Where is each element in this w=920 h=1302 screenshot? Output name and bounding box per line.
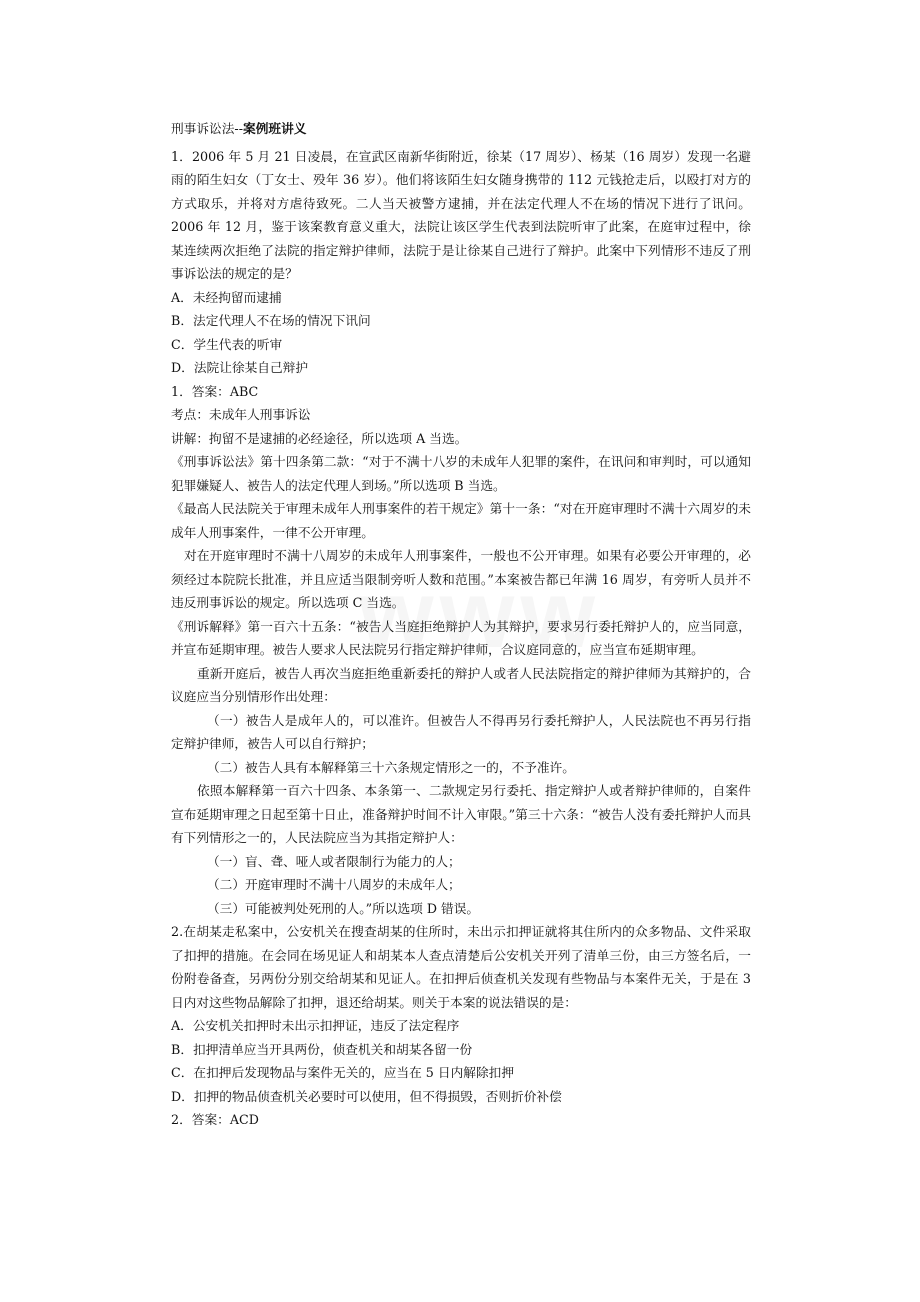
paragraph: 《刑诉解释》第一百六十五条：“被告人当庭拒绝辩护人为其辩护，要求另行委托辩护人的，应当同意，并宣布延期审理。被告人要求人民法院另行指定辩护律师，合议庭同意的，应当宣布延期审理。: [171, 618, 751, 657]
paragraph: C．在扣押后发现物品与案件无关的，应当在 5 日内解除扣押: [171, 1065, 515, 1080]
paragraph: 《刑事诉讼法》第十四条第二款：“对于不满十八岁的未成年人犯罪的案件，在讯问和审判时，可以通知犯罪嫌疑人、被告人的法定代理人到场。”所以选项 B 当选。: [171, 454, 751, 493]
paragraph: 讲解：拘留不是逮捕的必经途径，所以选项 A 当选。: [171, 430, 468, 446]
document-title: [171, 117, 751, 141]
paragraph: 依照本解释第一百六十四条、本条第一、二款规定另行委托、指定辩护人或者辩护律师的，自案件宣布延期审理之日起至第十日止，准备辩护时间不计入审限。”第三十六条：“被告人没有委托辩护人而具有下列情形之一的，人民法院应当为其指定辩护人：: [171, 783, 751, 845]
paragraph: 1．2006 年 5 月 21 日凌晨，在宣武区南新华街附近，徐某（17 周岁）、杨某（16 周岁）发现一名避雨的陌生妇女（丁女士、殁年 36 岁）。他们将该陌生妇女随身携带的 112 元钱抢走后，以殴打对方的方式取乐，并将对方虐待致死。二人当天被警方逮捕，并在法定代理人不在场的情况下进行了讯问。2006 年 12 月，鉴于该案教育意义重大，法院让该区学生代表到法院听审了此案，在庭审过程中，徐某连续两次拒绝了法院的指定辩护律师，法院于是让徐某自己进行了辩护。此案中下列情形不违反了刑事诉讼法的规定的是？: [171, 148, 751, 281]
paragraph: 考点：未成年人刑事诉讼: [171, 407, 311, 422]
paragraph: A．公安机关扣押时未出示扣押证，违反了法定程序: [171, 1018, 460, 1033]
paragraph: B．扣押清单应当开具两份，侦查机关和胡某各留一份: [171, 1041, 473, 1057]
document-body: [171, 117, 751, 1132]
paragraph: 2.在胡某走私案中，公安机关在搜查胡某的住所时，未出示扣押证就将其住所内的众多物品、文件采取了扣押的措施。在会同在场见证人和胡某本人查点清楚后公安机关开列了清单三份，由三方签名后，一份附卷备查，另两份分别交给胡某和见证人。在扣押后侦查机关发现有些物品与本案件无关，于是在 3 日内对这些物品解除了扣押，退还给胡某。则关于本案的说法错误的是：: [171, 924, 751, 1010]
paragraph: 《最高人民法院关于审理未成年人刑事案件的若干规定》第十一条：“对在开庭审理时不满十六周岁的未成年人刑事案件，一律不公开审理。: [171, 501, 751, 540]
paragraph: A．未经拘留而逮捕: [171, 289, 282, 305]
title-prefix: 刑事诉讼法--: [171, 121, 244, 136]
paragraph-list: [171, 145, 751, 1132]
paragraph: （三）可能被判处死刑的人。”所以选项 D 错误。: [207, 900, 480, 916]
paragraph: D．法院让徐某自己辩护: [171, 360, 309, 375]
paragraph: （二）被告人具有本解释第三十六条规定情形之一的，不予准许。: [207, 759, 575, 775]
paragraph: D．扣押的物品侦查机关必要时可以使用，但不得损毁，否则折价补偿: [171, 1088, 562, 1104]
title-bold: 案例班讲义: [243, 121, 307, 136]
paragraph: （一）盲、聋、哑人或者限制行为能力的人；: [207, 853, 461, 869]
paragraph: 2．答案：ACD: [171, 1112, 259, 1127]
paragraph: 1．答案：ABC: [171, 383, 259, 399]
paragraph: （一）被告人是成年人的，可以准许。但被告人不得再另行委托辩护人，人民法院也不再另行指定辩护律师，被告人可以自行辩护；: [171, 712, 751, 751]
paragraph: 重新开庭后，被告人再次当庭拒绝重新委托的辩护人或者人民法院指定的辩护律师为其辩护的，合议庭应当分别情形作出处理：: [171, 665, 751, 704]
paragraph: C．学生代表的听审: [171, 336, 283, 352]
paragraph: B．法定代理人不在场的情况下讯问: [171, 313, 371, 328]
paragraph: 对在开庭审理时不满十八周岁的未成年人刑事案件，一般也不公开审理。如果有必要公开审理的，必须经过本院院长批准，并且应适当限制旁听人数和范围。”本案被告都已年满 16 周岁，有旁听人员并不违反刑事诉讼的规定。所以选项 C 当选。: [171, 548, 751, 610]
paragraph: （二）开庭审理时不满十八周岁的未成年人；: [207, 877, 461, 892]
